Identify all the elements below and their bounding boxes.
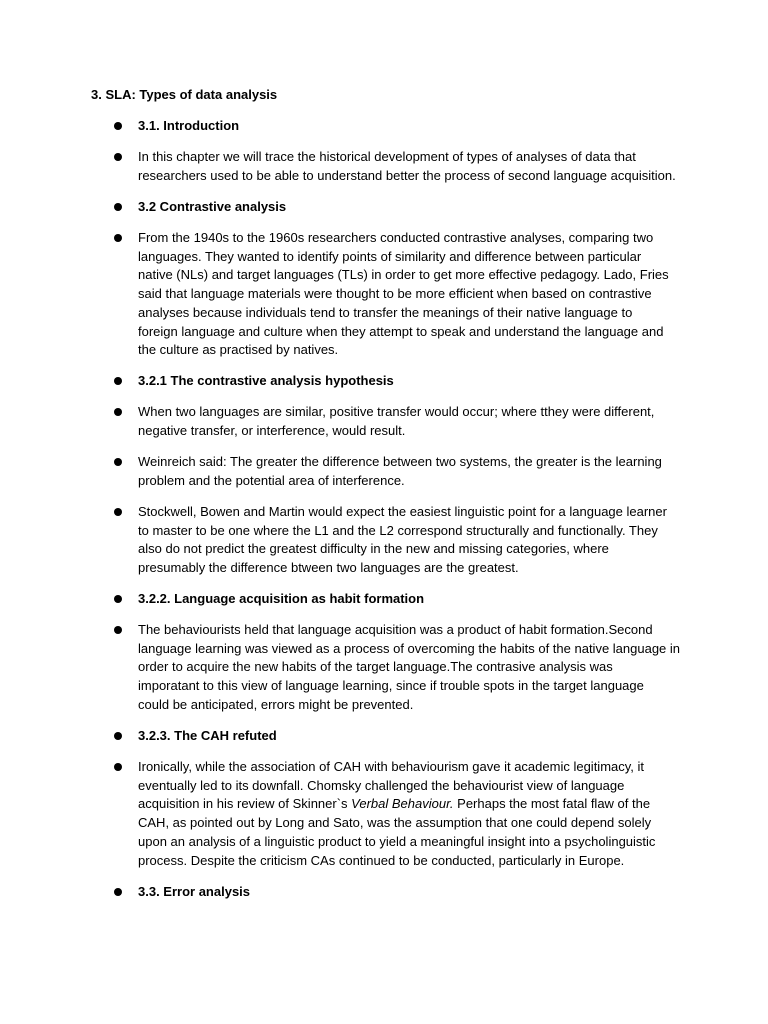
text-run: The behaviourists held that language acquisition was a product of habit formation.Second <box>138 622 653 637</box>
list-item <box>138 758 683 870</box>
bullet-icon <box>114 234 122 242</box>
text-line <box>138 559 683 578</box>
text-run: 3.2.1 The contrastive analysis hypothesis <box>138 373 394 388</box>
list-item-text <box>138 403 683 440</box>
list-item-text <box>138 198 683 217</box>
text-run: order to acquire the new habits of the target language.The contrasive analysis was <box>138 659 613 675</box>
list-item-heading <box>138 883 683 902</box>
text-run: analyses because individuals tend to transfer the meanings of their native language to <box>138 304 633 320</box>
text-line <box>138 540 683 559</box>
text-line <box>138 323 683 342</box>
text-line <box>138 266 683 285</box>
text-line <box>138 304 683 323</box>
bullet-icon <box>114 153 122 161</box>
text-run: 3.2 Contrastive analysis <box>138 199 287 214</box>
text-line <box>138 795 683 814</box>
list-item-heading <box>138 727 683 746</box>
bullet-icon <box>114 888 122 896</box>
text-line <box>138 658 683 677</box>
text-run: native (NLs) and target languages (TLs) in order to get more effective pedagogy. Lado, Fries <box>138 267 669 283</box>
text-line <box>138 503 683 522</box>
text-line <box>138 696 683 715</box>
text-run: process. Despite the criticism CAs continued to be conducted, particularly in Europe. <box>138 852 625 868</box>
bullet-icon <box>114 732 122 740</box>
text-line <box>138 640 683 659</box>
bullet-icon <box>114 408 122 416</box>
bullet-icon <box>114 203 122 211</box>
text-run: When two languages are similar, positive transfer would occur; where tthey were different, <box>138 404 655 419</box>
text-line <box>138 777 683 796</box>
text-line <box>138 248 683 267</box>
text-run: negative transfer, or interference, would result. <box>138 422 406 438</box>
text-run: imporatant to this view of language learning, since if trouble spots in the target language <box>138 678 644 694</box>
list-item-text <box>138 883 683 902</box>
list-item-heading <box>138 198 683 217</box>
bullet-icon <box>114 595 122 603</box>
text-line <box>138 522 683 541</box>
text-line <box>138 453 683 472</box>
text-run: In this chapter we will trace the historical development of types of analyses of data that <box>138 149 636 164</box>
document-heading: 3. SLA: Types of data analysis <box>91 87 278 102</box>
text-line <box>138 148 683 167</box>
text-run: upon an analysis of a linguistic product to yield a meaningful insight into a psycholinguistic <box>138 833 656 849</box>
book-title: Verbal Behaviour. <box>351 796 454 812</box>
list-item-text <box>138 229 683 360</box>
text-run: Ironically, while the association of CAH with behaviourism gave it academic legitimacy, it <box>138 759 645 774</box>
list-item <box>138 229 683 360</box>
text-line <box>138 758 683 777</box>
text-line <box>138 198 683 217</box>
text-line <box>138 472 683 491</box>
bullet-icon <box>114 122 122 130</box>
text-line <box>138 403 683 422</box>
list-item <box>138 621 683 715</box>
list-item-text <box>138 148 683 185</box>
list-item-text <box>138 503 683 578</box>
text-run: 3.3. Error analysis <box>138 884 251 899</box>
list-item <box>138 503 683 578</box>
text-run: CAH, as pointed out by Long and Sato, was the assumption that one could depend solely <box>138 815 652 831</box>
list-item-heading <box>138 372 683 391</box>
text-line <box>138 727 683 746</box>
list-item-text <box>138 590 683 609</box>
list-item <box>138 453 683 490</box>
list-item-text <box>138 727 683 746</box>
text-line <box>138 422 683 441</box>
list-item-text <box>138 621 683 715</box>
text-line <box>138 590 683 609</box>
text-run: the culture as practised by natives. <box>138 342 339 358</box>
text-run: languages. They wanted to identify points of similarity and difference between particular <box>138 248 642 264</box>
list-item-text <box>138 117 683 136</box>
text-run: problem and the potential area of interference. <box>138 472 405 488</box>
list-item-text <box>138 758 683 870</box>
list-item-text <box>138 372 683 391</box>
list-item-heading <box>138 590 683 609</box>
text-run: From the 1940s to the 1960s researchers conducted contrastive analyses, comparing two <box>138 230 654 245</box>
text-line <box>138 621 683 640</box>
bullet-icon <box>114 763 122 771</box>
text-run: Weinreich said: The greater the difference between two systems, the greater is the learning <box>138 454 662 469</box>
text-line <box>138 372 683 391</box>
bullet-icon <box>114 458 122 466</box>
text-run: to master to be one where the L1 and the L2 correspond structurally and functionally. They <box>138 522 658 538</box>
text-run: 3.2.2. Language acquisition as habit formation <box>138 591 425 606</box>
list-item-heading <box>138 117 683 136</box>
text-run: Perhaps the most fatal flaw of the <box>453 796 651 812</box>
list-item <box>138 148 683 185</box>
text-run: acquisition in his review of Skinner`s <box>138 796 352 812</box>
text-line <box>138 285 683 304</box>
bullet-icon <box>114 508 122 516</box>
bullet-icon <box>114 626 122 634</box>
text-run: said that language materials were thought to be more efficient when based on contrastive <box>138 286 652 302</box>
text-line <box>138 117 683 136</box>
text-run: researchers used to be able to understand better the process of second language acquisition. <box>138 167 676 183</box>
text-run: presumably the difference btween two languages are the greatest. <box>138 560 519 576</box>
text-run: 3.1. Introduction <box>138 118 240 133</box>
text-line <box>138 833 683 852</box>
text-run: 3.2.3. The CAH refuted <box>138 728 277 743</box>
text-line <box>138 167 683 186</box>
text-line <box>138 852 683 871</box>
text-run: foreign language and culture when they attempt to speak and understand the language and <box>138 323 664 339</box>
text-run: language learning was viewed as a process of overcoming the habits of the native language in <box>138 640 681 656</box>
text-run: Stockwell, Bowen and Martin would expect the easiest linguistic point for a language learner <box>138 504 667 519</box>
bullet-icon <box>114 377 122 385</box>
text-line <box>138 341 683 360</box>
list-item-text <box>138 453 683 490</box>
text-line <box>138 883 683 902</box>
text-line <box>138 814 683 833</box>
text-run: also do not predict the greatest difficulty in the new and missing categories, where <box>138 541 609 557</box>
text-line <box>138 229 683 248</box>
text-run: could be anticipated, errors might be prevented. <box>138 696 414 712</box>
text-run: eventually led to its downfall. Chomsky challenged the behaviourist view of language <box>138 777 625 793</box>
text-line <box>138 677 683 696</box>
list-item <box>138 403 683 440</box>
